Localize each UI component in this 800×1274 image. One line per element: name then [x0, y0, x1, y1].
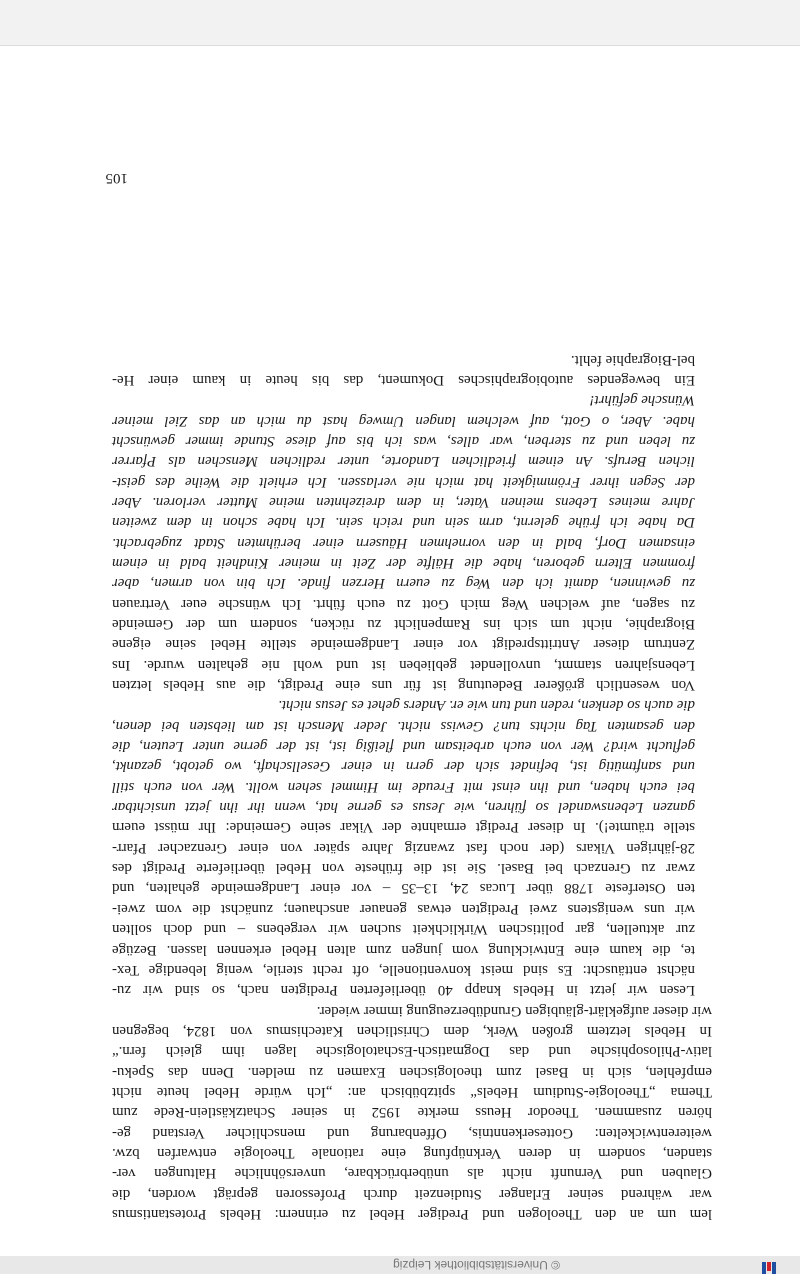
text-line: wir uns wenigstens zwei Predigten etwas genauer anschauen; zunächst die vom zwei- — [112, 900, 695, 917]
text-line: Da habe ich frühe gelernt, arm sein und reich sein. Ich habe schon in dem zweiten — [112, 514, 695, 531]
text-line: Thema „Theologie-Studium Hebels“ spitzbübisch an: „Ich würde Hebel heute nicht — [112, 1083, 712, 1100]
text-line: te, die kaum eine Entwicklung vom jungen zum alten Hebel erkennen lassen. Bezüge — [112, 941, 695, 958]
text-line: bei euch haben, und ihn einst mit Freude im Himmel sehen wollt. Wer von euch still — [112, 778, 695, 795]
page-body-text — [112, 349, 712, 1224]
text-line: den gesamten Tag nichts tun? Gewiss nicht. Jeder Mensch ist am liebsten bei denen, — [112, 717, 695, 734]
text-line: empfehlen, sich in Basel zum theologischen Examen zu melden. Denn das Speku- — [112, 1063, 712, 1080]
text-line: der Segen ihrer Frömmigkeit hat mich nie verlassen. Ich erhielt die Weihe des geist- — [112, 473, 695, 490]
text-line: habe. Aber, o Gott, auf welchem langen Umweg hast du mich an das Ziel meiner — [112, 412, 695, 429]
text-line: lem um an den Theologen und Prediger Hebel zu erinnern: Hebels Protestantismus — [112, 1206, 712, 1222]
text-line: zu sagen, auf welchen Weg mich Gott zu euch führt. Ich wünsche euer Vertrauen — [112, 595, 695, 612]
text-line: Glauben und Vernunft nicht als unüberbrückbare, unversöhnliche Haltungen ver- — [112, 1165, 712, 1182]
footer-copyright: © Universitätsbibliothek Leipzig — [393, 1258, 560, 1272]
text-line: zwar zu Grenzach bei Basel. Sie ist die früheste von Hebel überlieferte Predigt des — [112, 860, 695, 877]
text-line: nächst enttäuscht: Es sind meist konventionelle, oft recht sterile, wenig lebendige Tex- — [112, 961, 695, 978]
text-line: Lesen wir jetzt in Hebels knapp 40 überlieferten Predigten nach, so sind wir zu- — [112, 982, 695, 999]
paragraph-3 — [112, 390, 712, 695]
text-line: geflucht wird? Wer von euch arbeitsam und fleißig ist, ist der gerne unter Leuten, die — [112, 738, 695, 755]
text-line: weiterentwickelten: Gotteserkenntnis, Offenbarung und menschlicher Verstand ge- — [112, 1124, 712, 1141]
text-line: ganzen Lebenswandel so führen, wie Jesus es gerne hat, wenn ihr ihn jetzt unsichtbar — [112, 799, 695, 816]
paragraph-4 — [112, 349, 712, 390]
text-line: In Hebels letztem großen Werk, dem Christlichen Katechismus von 1824, begegnen — [112, 1022, 712, 1039]
text-line: ten Osterfeste 1788 über Lucas 24, 13–35 – vor einer Landgemeinde gehalten, und — [112, 880, 695, 897]
text-line: und sanftmütig ist, befindet sich der gern in einer Gesellschaft, wo getobt, gezankt, — [112, 758, 695, 775]
text-line: zu gewinnen, damit ich den Weg zu euern Herzen finde. Ich bin von armen, aber — [112, 575, 695, 592]
text-line: stelle träumte!). In dieser Predigt ermahnte der Vikar seine Gemeinde: Ihr müsst euern — [112, 819, 695, 836]
text-line: die auch so denken, reden und tun wie er. Anders gehet es Jesus nicht. — [278, 697, 695, 714]
text-line: Wünsche geführt! — [589, 392, 695, 409]
text-line: Zentrum dieser Antrittspredigt vor einer Landgemeinde stellte Hebel seine eigene — [112, 636, 695, 653]
text-line: lichen Berufs. An einem friedlichen Landorte, unter redlichen Menschen als Pfarrer — [112, 453, 695, 470]
text-line: zu leben und zu sterben, war alles, was ich bis auf diese Stunde immer gewünscht — [112, 432, 695, 449]
text-line: war während seiner Erlanger Studienzeit durch Professoren geprägt worden, die — [112, 1185, 712, 1202]
text-line: lativ-Philosophische und das Dogmatisch-Eschatologische lagen ihm gleich fern.“ — [112, 1043, 712, 1060]
text-line: hören zusammen. Theodor Heuss merkte 1952 in seiner Schatzkästlein-Rede zum — [112, 1104, 712, 1121]
text-line: standen, sondern in deren Verknüpfung eine rationale Theologie entwarfen bzw. — [112, 1144, 712, 1161]
text-line: einsamen Dorf, bald in den vornehmen Häusern einer berühmten Stadt zugebracht. — [112, 534, 695, 551]
text-line: Jahre meines Lebens meinen Vater, in dem dreizehnten meine Mutter verloren. Aber — [112, 493, 695, 510]
text-line: bel-Biographie fehlt. — [570, 351, 695, 368]
text-line: Lebensjahren stammt, unvollendet geblieben ist und wohl nie gehalten wurde. Ins — [112, 656, 695, 673]
page-number: 105 — [105, 170, 128, 186]
text-line: Ein bewegendes autobiographisches Dokument, das bis heute in kaum einer He- — [112, 371, 695, 388]
text-line: Von wesentlich größerer Bedeutung ist für uns eine Predigt, die aus Hebels letzten — [112, 677, 695, 694]
text-line: frommen Eltern geboren, habe die Hälfte der Zeit in meiner Kindheit bald in einem — [112, 555, 695, 571]
text-line: 28-jährigen Vikars (der noch fast zwanzig Jahre später von einer Grenzacher Pfarr- — [112, 839, 695, 856]
paragraph-1 — [112, 1000, 712, 1224]
viewer-header-band — [0, 0, 800, 46]
text-line: wir dieser aufgeklärt-gläubigen Grundüberzeugung immer wieder. — [316, 1002, 712, 1019]
paragraph-2 — [112, 695, 712, 1000]
text-line: zur aktuellen, gar politischen Wirklichkeit suchen wir vergebens – und doch sollten — [112, 921, 695, 938]
text-line: Biographie, nicht um sich ins Rampenlicht zu rücken, sondern um der Gemeinde — [112, 616, 695, 633]
